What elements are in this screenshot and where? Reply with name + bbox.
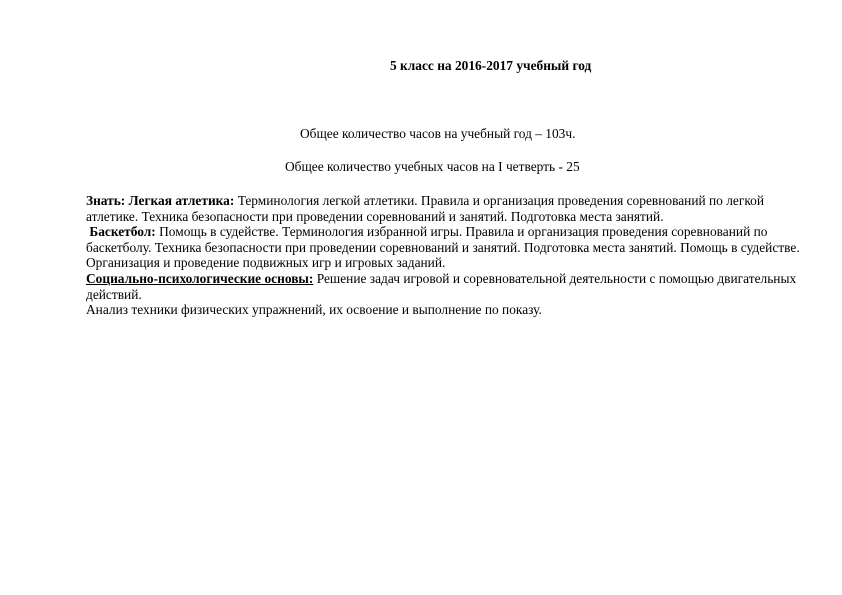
basketball-text: Помощь в судействе. Терминология избранной игры. Правила и организация проведения соревнований по баскетболу. Техника безопасности при проведении соревнований и занятий. Подготовка места занятий. Помощь в судействе. Организация и проведение подвижных игр и игровых заданий.: [86, 224, 800, 271]
analysis-text: Анализ техники физических упражнений, их освоение и выполнение по показу.: [86, 302, 542, 318]
analysis-paragraph: [86, 302, 816, 318]
athletics-label: Легкая атлетика:: [128, 193, 235, 208]
social-text: Решение задач игровой и соревновательной деятельности с помощью двигательных действий.: [86, 270, 797, 302]
document-heading: 5 класс на 2016-2017 учебный год: [390, 58, 592, 73]
document-body: [86, 193, 816, 318]
basketball-label: Баскетбол:: [89, 224, 156, 240]
quarter-hours-line: Общее количество учебных часов на I четверть - 25: [285, 159, 580, 174]
total-hours-line: Общее количество часов на учебный год – 103ч.: [300, 126, 576, 141]
athletics-paragraph: [86, 193, 816, 224]
social-label: Социально-психологические основы:: [86, 270, 314, 286]
basketball-paragraph: [86, 224, 816, 271]
know-label: Знать:: [86, 193, 126, 208]
social-paragraph: [86, 271, 816, 302]
athletics-text: Терминология легкой атлетики. Правила и организация проведения соревнований по легкой атлетике. Техника безопасности при проведении соревнований и занятий. Подготовка места занятий.: [86, 193, 765, 224]
